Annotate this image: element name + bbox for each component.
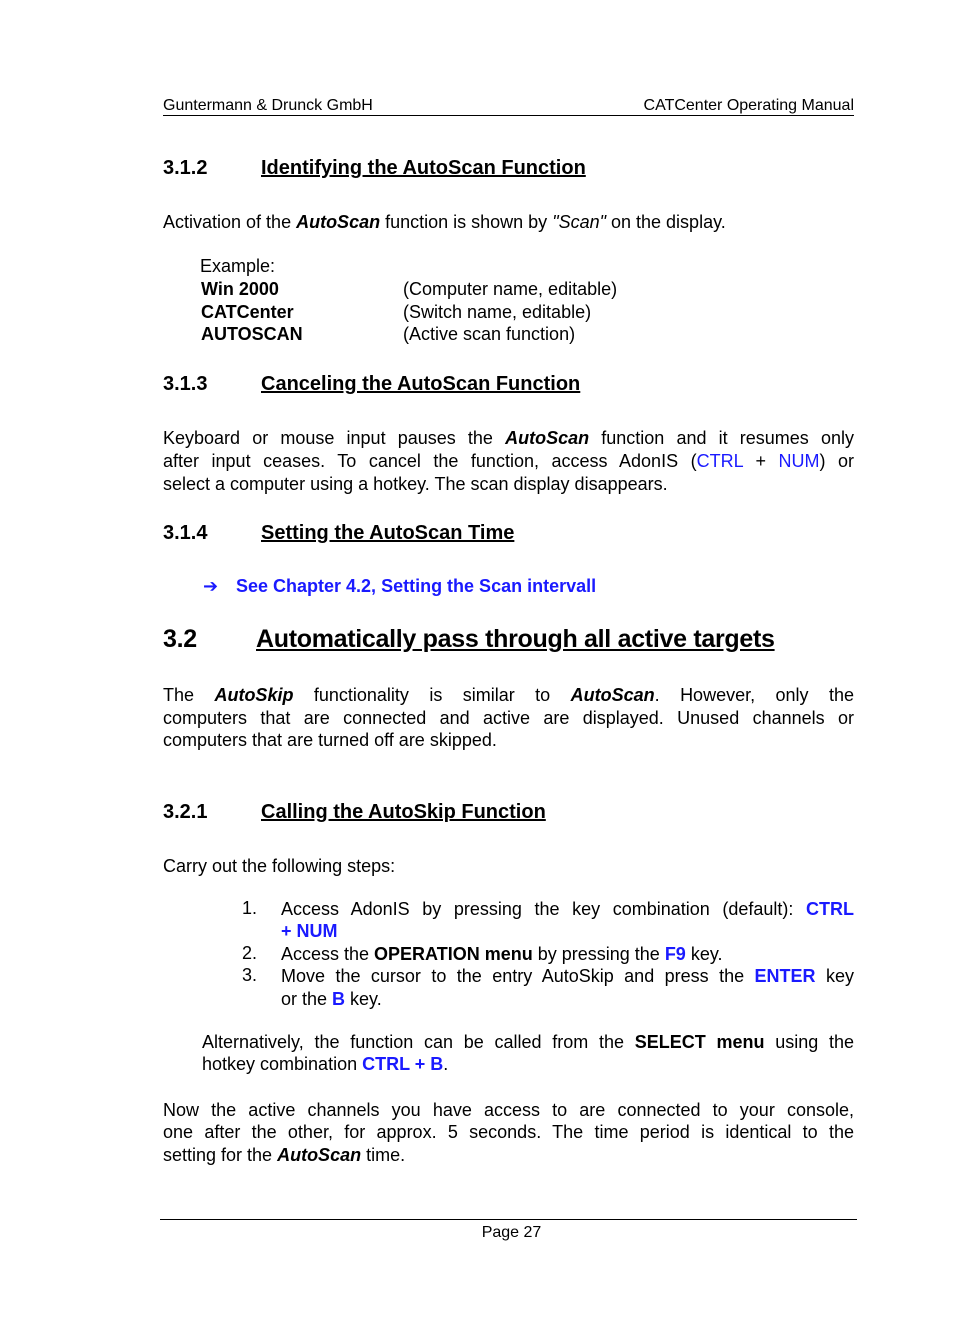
paragraph-activation bbox=[163, 211, 854, 234]
paragraph-cancel-line bbox=[163, 427, 854, 450]
example-value: (Switch name, editable) bbox=[403, 302, 592, 322]
text: key. bbox=[345, 989, 382, 1009]
section-title: Canceling the AutoScan Function bbox=[261, 373, 581, 395]
step-number: 1. bbox=[242, 898, 258, 918]
term-scan: "Scan" bbox=[552, 212, 606, 232]
text: Move the cursor to the entry AutoSkip and press the bbox=[281, 966, 755, 986]
text: time. bbox=[361, 1145, 406, 1165]
example-key: AUTOSCAN bbox=[201, 324, 303, 344]
text: function and it resumes only bbox=[589, 428, 854, 448]
step-text bbox=[281, 920, 854, 943]
text: Access AdonIS by pressing the key combination (default): bbox=[281, 899, 806, 919]
header-rule bbox=[163, 115, 854, 116]
section-number: 3.1.4 bbox=[163, 522, 208, 544]
text: function is shown by bbox=[380, 212, 553, 232]
closing-line: one after the other, for approx. 5 seconds. The time period is identical to the bbox=[163, 1122, 854, 1142]
text: . bbox=[443, 1054, 449, 1074]
text: after input ceases. To cancel the function, access AdonIS ( bbox=[163, 451, 697, 471]
step-text bbox=[281, 988, 854, 1011]
header-manual-title: CATCenter Operating Manual bbox=[643, 97, 854, 114]
text: or the bbox=[281, 989, 333, 1009]
text: functionality is similar to bbox=[293, 685, 571, 705]
text: + bbox=[742, 451, 779, 471]
chapter-reference-link[interactable]: See Chapter 4.2, Setting the Scan intervall bbox=[236, 576, 597, 596]
paragraph-autoskip-line: computers that are turned off are skipped. bbox=[163, 730, 497, 750]
alternative-line bbox=[202, 1053, 854, 1076]
step-text bbox=[281, 898, 854, 921]
section-title: Setting the AutoScan Time bbox=[261, 522, 515, 544]
alternative-line bbox=[202, 1031, 854, 1054]
menu-name: SELECT menu bbox=[634, 1032, 765, 1052]
example-key: CATCenter bbox=[201, 302, 294, 322]
term-autoscan: AutoScan bbox=[505, 428, 590, 448]
example-value: (Active scan function) bbox=[403, 324, 576, 344]
key-b: B bbox=[332, 989, 346, 1009]
header-company: Guntermann & Drunck GmbH bbox=[163, 97, 373, 114]
text: . However, only the bbox=[654, 685, 854, 705]
key-num: + NUM bbox=[281, 921, 338, 941]
text: key. bbox=[685, 944, 723, 964]
term-autoskip: AutoSkip bbox=[214, 685, 294, 705]
step-text bbox=[281, 943, 854, 966]
key-ctrl: CTRL bbox=[696, 451, 743, 471]
menu-name: OPERATION menu bbox=[374, 944, 533, 964]
step-number: 3. bbox=[242, 965, 258, 985]
key-ctrl-b: CTRL + B bbox=[362, 1054, 444, 1074]
page-number: Page 27 bbox=[481, 1224, 542, 1241]
section-title: Calling the AutoSkip Function bbox=[261, 801, 546, 823]
footer-rule bbox=[160, 1219, 857, 1220]
text: Keyboard or mouse input pauses the bbox=[163, 428, 506, 448]
key-num: NUM bbox=[778, 451, 820, 471]
section-number: 3.1.3 bbox=[163, 373, 208, 395]
key-f9: F9 bbox=[664, 944, 686, 964]
paragraph-cancel-line: select a computer using a hotkey. The scan display disappears. bbox=[163, 474, 668, 494]
section-number: 3.2 bbox=[163, 625, 197, 653]
text: ) or bbox=[819, 451, 854, 471]
text: by pressing the bbox=[532, 944, 665, 964]
text: key bbox=[815, 966, 855, 986]
text: using the bbox=[764, 1032, 854, 1052]
example-key: Win 2000 bbox=[201, 279, 279, 299]
closing-line: Now the active channels you have access to are connected to your console, bbox=[163, 1100, 854, 1120]
example-label: Example: bbox=[200, 256, 276, 276]
text: Access the bbox=[281, 944, 375, 964]
key-enter: ENTER bbox=[754, 966, 816, 986]
chapter-reference bbox=[203, 576, 596, 597]
steps-intro: Carry out the following steps: bbox=[163, 856, 396, 876]
step-number: 2. bbox=[242, 943, 258, 963]
section-title: Identifying the AutoScan Function bbox=[261, 157, 586, 179]
arrow-right-icon: ➔ bbox=[203, 576, 219, 596]
key-ctrl: CTRL bbox=[806, 899, 854, 919]
section-number: 3.2.1 bbox=[163, 801, 208, 823]
term-autoscan: AutoScan bbox=[570, 685, 655, 705]
paragraph-autoskip-line: computers that are connected and active are displayed. Unused channels or bbox=[163, 708, 854, 728]
section-title: Automatically pass through all active targets bbox=[256, 625, 775, 653]
section-number: 3.1.2 bbox=[163, 157, 208, 179]
text: Alternatively, the function can be called from the bbox=[202, 1032, 635, 1052]
text: hotkey combination bbox=[202, 1054, 363, 1074]
example-value: (Computer name, editable) bbox=[403, 279, 618, 299]
text: setting for the bbox=[163, 1145, 278, 1165]
paragraph-autoskip-line bbox=[163, 684, 854, 707]
text: The bbox=[163, 685, 215, 705]
text: on the display. bbox=[606, 212, 726, 232]
step-text bbox=[281, 965, 854, 988]
term-autoscan: AutoScan bbox=[296, 212, 381, 232]
text: Activation of the bbox=[163, 212, 297, 232]
closing-line bbox=[163, 1144, 854, 1167]
paragraph-cancel-line bbox=[163, 450, 854, 473]
term-autoscan: AutoScan bbox=[277, 1145, 362, 1165]
